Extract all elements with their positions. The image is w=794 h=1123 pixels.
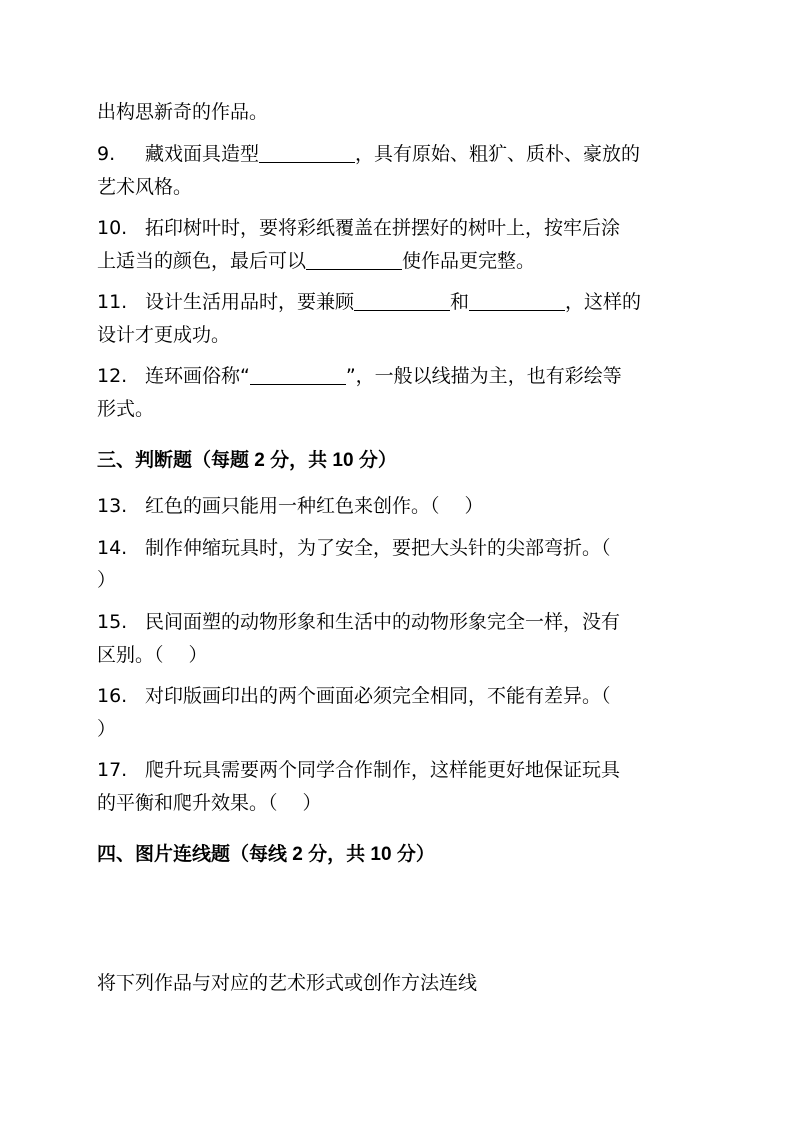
question-text: 上适当的颜色，最后可以 xyxy=(97,250,307,272)
question-11 xyxy=(97,289,697,315)
question-text: 对印版画印出的两个画面必须完全相同，不能有差异。（ xyxy=(145,685,611,707)
question-number: 9. xyxy=(97,143,116,165)
question-text: ”，一般以线描为主，也有彩绘等 xyxy=(345,365,622,387)
question-text: 爬升玩具需要两个同学合作制作，这样能更好地保证玩具 xyxy=(145,759,621,781)
question-9 xyxy=(97,141,697,167)
fill-blank[interactable] xyxy=(354,290,450,311)
question-text: 使作品更完整。 xyxy=(402,250,536,272)
question-9-continuation: 艺术风格。 xyxy=(97,176,193,198)
question-number: 13. xyxy=(97,495,128,517)
question-15 xyxy=(97,609,697,635)
fill-blank[interactable] xyxy=(259,142,355,163)
fill-blank[interactable] xyxy=(306,249,402,270)
question-17 xyxy=(97,757,697,783)
question-10-continuation xyxy=(97,248,697,274)
fill-blank[interactable] xyxy=(250,364,346,385)
section-heading-matching: 四、图片连线题（每线 2 分，共 10 分） xyxy=(97,844,435,865)
question-17-continuation: 的平衡和爬升效果。（ ） xyxy=(97,792,322,814)
question-15-continuation: 区别。（ ） xyxy=(97,644,208,666)
question-number: 17. xyxy=(97,759,128,781)
question-text: 和 xyxy=(450,291,470,313)
question-number: 11. xyxy=(97,291,128,313)
question-11-continuation: 设计才更成功。 xyxy=(97,324,231,346)
question-12 xyxy=(97,363,697,389)
fill-blank[interactable] xyxy=(469,290,565,311)
question-text: ，具有原始、粗犷、质朴、豪放的 xyxy=(355,143,641,165)
matching-instruction: 将下列作品与对应的艺术形式或创作方法连线 xyxy=(97,972,478,994)
question-text: ，这样的 xyxy=(565,291,642,313)
question-text: 制作伸缩玩具时，为了安全，要把大头针的尖部弯折。（ xyxy=(145,537,611,559)
question-14 xyxy=(97,535,697,561)
question-16 xyxy=(97,683,697,709)
question-number: 12. xyxy=(97,365,128,387)
question-text: 连环画俗称“ xyxy=(145,365,250,387)
question-12-continuation: 形式。 xyxy=(97,398,155,420)
question-number: 14. xyxy=(97,537,128,559)
question-8-continuation: 出构思新奇的作品。 xyxy=(97,101,269,123)
question-14-continuation: ） xyxy=(97,569,117,591)
question-text: 设计生活用品时，要兼顾 xyxy=(145,291,355,313)
question-16-continuation: ） xyxy=(97,718,117,740)
question-text: 藏戏面具造型 xyxy=(145,143,260,165)
question-10 xyxy=(97,215,697,241)
question-text: 民间面塑的动物形象和生活中的动物形象完全一样，没有 xyxy=(145,611,621,633)
question-13 xyxy=(97,493,697,519)
question-text: 拓印树叶时，要将彩纸覆盖在拼摆好的树叶上，按牢后涂 xyxy=(145,217,621,239)
question-number: 10. xyxy=(97,217,128,239)
question-text: 红色的画只能用一种红色来创作。（ ） xyxy=(145,495,484,517)
section-heading-judgment: 三、判断题（每题 2 分，共 10 分） xyxy=(97,450,397,471)
question-number: 15. xyxy=(97,611,128,633)
question-number: 16. xyxy=(97,685,128,707)
